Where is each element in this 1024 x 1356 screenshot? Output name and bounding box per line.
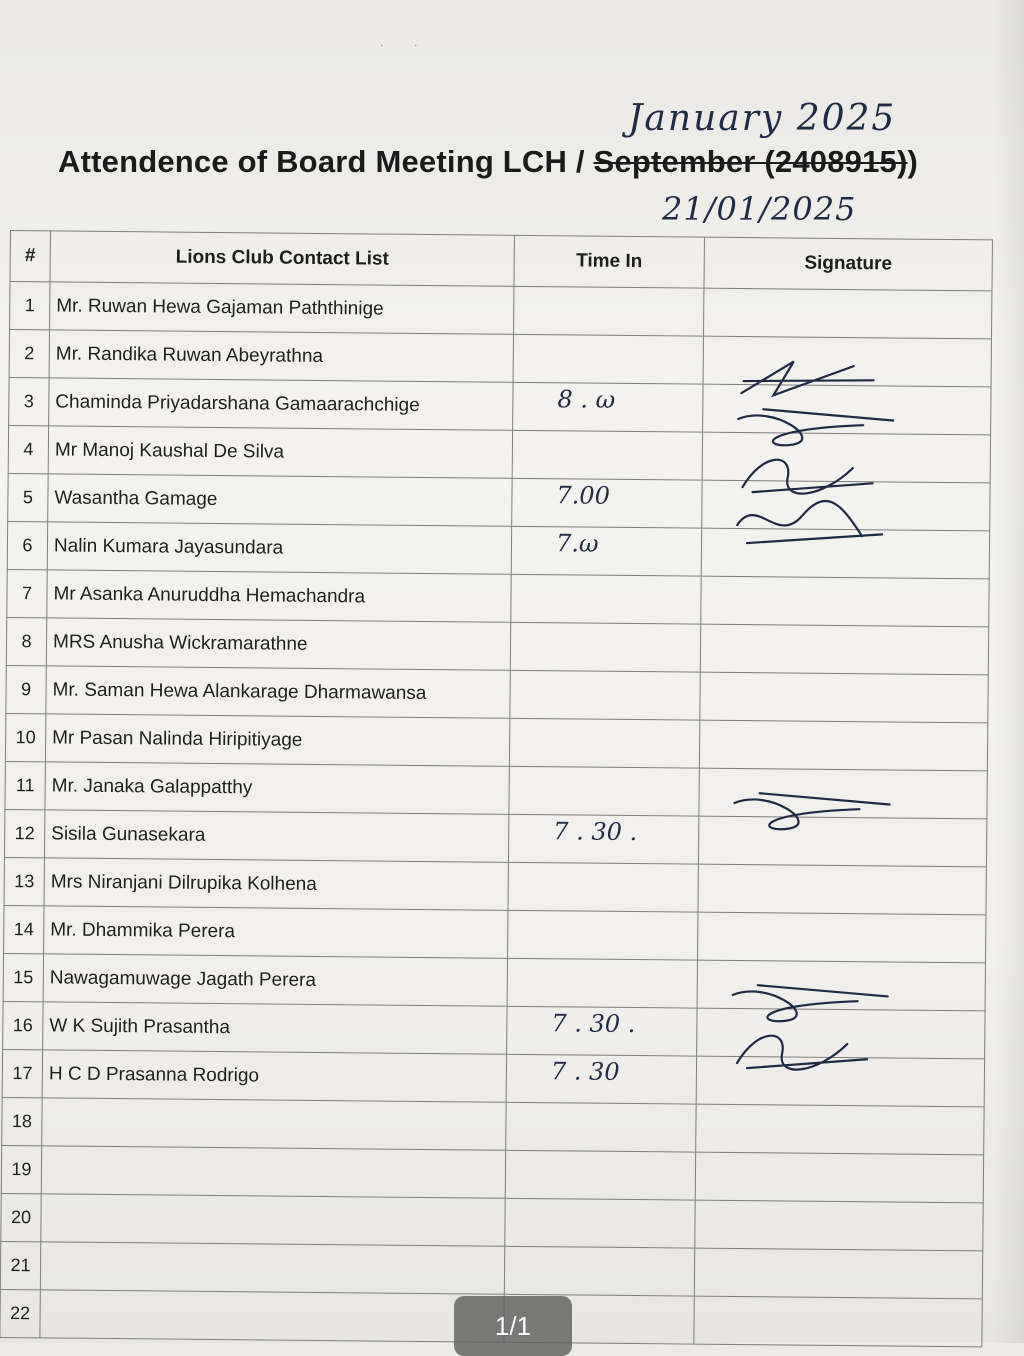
header-contact-list: Lions Club Contact List <box>50 231 514 286</box>
time-in-cell <box>512 478 702 528</box>
table-body <box>0 282 992 1347</box>
header-signature: Signature <box>704 237 992 291</box>
table-header-row <box>10 231 992 291</box>
signature-cell <box>695 1152 983 1203</box>
row-number: 1 <box>10 282 50 330</box>
member-name: Mr. Saman Hewa Alankarage Dharmawansa <box>46 666 510 718</box>
time-in-cell <box>509 766 699 816</box>
signature-mark <box>729 783 900 855</box>
member-name: H C D Prasanna Rodrigo <box>42 1050 506 1102</box>
header-number: # <box>10 231 50 282</box>
signature-cell <box>701 528 989 579</box>
member-name: Sisila Gunasekara <box>44 810 508 862</box>
attendance-table-wrapper <box>0 230 992 1352</box>
time-in-cell <box>510 622 700 672</box>
member-name: Nalin Kumara Jayasundara <box>47 522 511 574</box>
signature-cell <box>694 1248 982 1299</box>
signature-cell <box>700 624 988 675</box>
row-number: 2 <box>9 330 49 378</box>
time-in-cell <box>510 670 700 720</box>
member-name: Wasantha Gamage <box>48 474 512 526</box>
time-in-cell <box>507 958 697 1008</box>
signature-cell <box>696 1104 984 1155</box>
signature-cell <box>700 672 988 723</box>
handwritten-time: 7.00 <box>556 481 611 510</box>
member-name: Mr. Randika Ruwan Abeyrathna <box>49 330 513 382</box>
member-name: Mr Manoj Kaushal De Silva <box>48 426 512 478</box>
member-name <box>42 1098 506 1150</box>
signature-cell <box>698 816 986 867</box>
signature-cell <box>701 576 989 627</box>
scan-specks: · · <box>380 40 432 51</box>
signature-cell <box>696 1056 984 1107</box>
signature-cell <box>695 1200 983 1251</box>
row-number: 6 <box>7 521 47 569</box>
row-number: 15 <box>3 953 43 1001</box>
member-name: Mr Asanka Anuruddha Hemachandra <box>47 570 511 622</box>
time-in-cell <box>514 286 704 336</box>
time-in-cell <box>504 1246 694 1296</box>
member-name <box>40 1242 504 1294</box>
signature-cell <box>698 912 986 963</box>
signature-mark <box>727 1023 898 1095</box>
member-name: Chaminda Priyadarshana Gamaarachchige <box>49 378 513 430</box>
member-name: Mrs Niranjani Dilrupika Kolhena <box>44 858 508 910</box>
row-number: 5 <box>8 473 48 521</box>
header-time-in: Time In <box>514 235 704 288</box>
time-in-cell <box>506 1054 696 1104</box>
row-number: 14 <box>4 905 44 953</box>
time-in-cell <box>513 382 703 432</box>
time-in-cell <box>513 334 703 384</box>
row-number: 10 <box>5 713 45 761</box>
row-number: 19 <box>1 1145 41 1193</box>
signature-cell <box>694 1296 982 1347</box>
row-number: 4 <box>8 425 48 473</box>
time-in-cell <box>508 910 698 960</box>
attendance-table <box>0 230 993 1347</box>
signature-cell <box>699 720 987 771</box>
row-number: 12 <box>4 809 44 857</box>
page-indicator[interactable]: 1/1 <box>454 1296 572 1356</box>
member-name: Mr Pasan Nalinda Hiripitiyage <box>45 714 509 766</box>
member-name <box>40 1290 504 1342</box>
member-name <box>41 1146 505 1198</box>
row-number: 7 <box>7 569 47 617</box>
handwritten-month: January 2025 <box>628 98 897 139</box>
member-name <box>41 1194 505 1246</box>
signature-cell <box>698 864 986 915</box>
row-number: 21 <box>0 1241 40 1289</box>
row-number: 18 <box>2 1097 42 1145</box>
member-name: Mr. Dhammika Perera <box>44 906 508 958</box>
row-number: 3 <box>9 377 49 425</box>
row-number: 20 <box>1 1193 41 1241</box>
row-number: 17 <box>2 1049 42 1097</box>
member-name: Mr. Janaka Galappatthy <box>45 762 509 814</box>
member-name: W K Sujith Prasantha <box>43 1002 507 1054</box>
signature-mark <box>732 495 903 567</box>
member-name: Nawagamuwage Jagath Perera <box>43 954 507 1006</box>
time-in-cell <box>512 430 702 480</box>
row-number: 22 <box>0 1289 40 1337</box>
page-shadow <box>994 0 1024 1343</box>
signature-cell <box>704 288 992 339</box>
title-suffix: ) <box>907 144 919 179</box>
handwritten-time: 7 . 30 . <box>551 1009 636 1039</box>
time-in-cell <box>508 862 698 912</box>
page-title <box>58 144 918 180</box>
row-number: 8 <box>6 617 46 665</box>
handwritten-time: 7.ω <box>555 529 599 558</box>
title-struck-month: September (2408915) <box>593 144 908 179</box>
time-in-cell <box>509 718 699 768</box>
row-number: 9 <box>6 665 46 713</box>
time-in-cell <box>505 1150 695 1200</box>
time-in-cell <box>511 574 701 624</box>
member-name: MRS Anusha Wickramarathne <box>46 618 510 670</box>
handwritten-time: 8 . ω <box>557 385 616 414</box>
row-number: 13 <box>4 857 44 905</box>
title-prefix: Attendence of Board Meeting LCH / <box>58 144 594 179</box>
time-in-cell <box>507 1006 697 1056</box>
handwritten-date: 21/01/2025 <box>662 190 857 228</box>
row-number: 16 <box>3 1001 43 1049</box>
handwritten-time: 7 . 30 <box>550 1057 620 1086</box>
handwritten-time: 7 . 30 . <box>553 817 638 847</box>
time-in-cell <box>508 814 698 864</box>
time-in-cell <box>505 1198 695 1248</box>
time-in-cell <box>506 1102 696 1152</box>
row-number: 11 <box>5 761 45 809</box>
member-name: Mr. Ruwan Hewa Gajaman Paththinige <box>50 282 514 334</box>
time-in-cell <box>511 526 701 576</box>
